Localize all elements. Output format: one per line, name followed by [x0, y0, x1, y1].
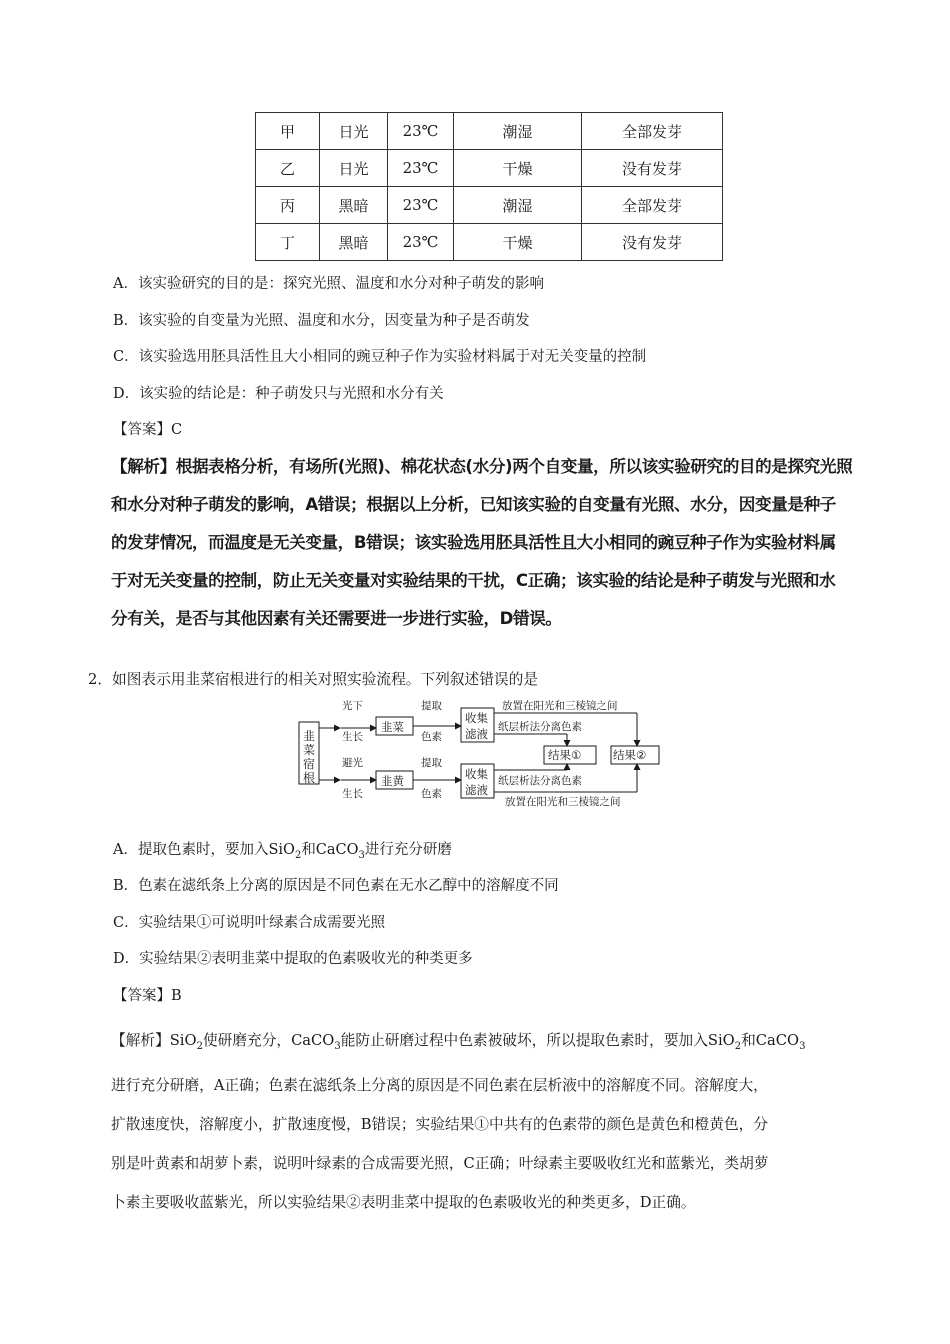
table-row — [256, 187, 723, 224]
analysis-line: 分有关，是否与其他因素有关还需要进一步进行实验，D错误。 — [111, 609, 562, 628]
q2-option-c: C．实验结果①可说明叶绿素合成需要光照 — [113, 915, 386, 931]
result1-label: 结果① — [548, 748, 582, 762]
table-cell: 丁 — [256, 224, 320, 261]
option-text: 和CaCO — [301, 842, 359, 858]
experiment-table — [255, 112, 723, 261]
table-cell: 乙 — [256, 150, 320, 187]
q2-option-d: D．实验结果②表明韭菜中提取的色素吸收光的种类更多 — [113, 951, 473, 967]
top-extract-1: 提取 — [421, 700, 442, 712]
table-cell: 潮湿 — [454, 187, 582, 224]
analysis-text: 能防止研磨过程中色素被破坏，所以提取色素时，要加入SiO — [340, 1032, 735, 1049]
result2-label: 结果② — [613, 748, 647, 762]
q2-option-b: B．色素在滤纸条上分离的原因是不同色素在无水乙醇中的溶解度不同 — [113, 878, 559, 894]
root-char: 菜 — [303, 743, 316, 757]
top-upper-label: 放置在阳光和三棱镜之间 — [502, 700, 618, 712]
bottom-extract-1: 提取 — [421, 757, 442, 769]
subscript: 2 — [734, 1040, 742, 1052]
top-collect-2: 滤液 — [465, 727, 488, 741]
q1-option-c: C．该实验选用胚具活性且大小相同的豌豆种子作为实验材料属于对无关变量的控制 — [113, 349, 647, 365]
table-cell: 黑暗 — [320, 187, 388, 224]
table-row — [256, 150, 723, 187]
table-cell: 没有发芽 — [582, 224, 723, 261]
q2-analysis — [111, 1021, 901, 1222]
table-cell: 甲 — [256, 113, 320, 150]
table-cell: 丙 — [256, 187, 320, 224]
q1-option-b: B．该实验的自变量为光照、温度和水分，因变量为种子是否萌发 — [113, 313, 530, 329]
bottom-cond-1: 避光 — [342, 757, 363, 769]
table-cell: 潮湿 — [454, 113, 582, 150]
q2-option-a — [113, 838, 452, 861]
top-extract-2: 色素 — [421, 731, 442, 743]
bottom-separate-label: 纸层析法分离色素 — [498, 775, 582, 787]
bottom-lower-label: 放置在阳光和三棱镜之间 — [505, 796, 621, 808]
analysis-line — [111, 1021, 901, 1066]
root-char: 根 — [303, 771, 316, 785]
analysis-line: 扩散速度快，溶解度小，扩散速度慢，B错误；实验结果①中共有的色素带的颜色是黄色和橙黄色，分 — [111, 1115, 769, 1133]
top-cond-1: 光下 — [342, 700, 363, 712]
table-cell: 没有发芽 — [582, 150, 723, 187]
table-cell: 23℃ — [388, 187, 454, 224]
table-row — [256, 113, 723, 150]
subscript: 3 — [334, 1040, 341, 1052]
subscript: 3 — [358, 849, 365, 861]
analysis-line: 别是叶黄素和胡萝卜素，说明叶绿素的合成需要光照，C正确；叶绿素主要吸收红光和蓝紫光，类胡萝 — [111, 1154, 769, 1172]
table-cell: 23℃ — [388, 224, 454, 261]
top-separate-label: 纸层析法分离色素 — [498, 721, 582, 733]
analysis-line: 进行充分研磨，A正确；色素在滤纸条上分离的原因是不同色素在层析液中的溶解度不同。溶解度大， — [111, 1076, 768, 1094]
analysis-text: 【解析】SiO — [111, 1032, 197, 1049]
table-cell: 全部发芽 — [582, 187, 723, 224]
table-cell: 黑暗 — [320, 224, 388, 261]
analysis-line: 的发芽情况，而温度是无关变量，B错误；该实验选用胚具活性且大小相同的豌豆种子作为实验材料属 — [111, 533, 836, 552]
root-char: 宿 — [303, 757, 316, 771]
subscript: 2 — [196, 1040, 203, 1052]
q1-analysis — [111, 448, 901, 638]
table-cell: 全部发芽 — [582, 113, 723, 150]
top-plant: 韭菜 — [381, 720, 404, 734]
analysis-line: 卜素主要吸收蓝紫光，所以实验结果②表明韭菜中提取的色素吸收光的种类更多，D正确。 — [111, 1193, 696, 1211]
q1-option-a: A．该实验研究的目的是：探究光照、温度和水分对种子萌发的影响 — [113, 276, 544, 292]
analysis-line: 和水分对种子萌发的影响，A错误；根据以上分析，已知该实验的自变量有光照、水分，因变量是种子 — [111, 495, 836, 514]
analysis-line: 【解析】根据表格分析，有场所(光照)、棉花状态(水分)两个自变量，所以该实验研究的目的是探究光照 — [111, 457, 853, 476]
q2-answer: 【答案】B — [113, 988, 182, 1004]
bottom-plant: 韭黄 — [381, 774, 404, 788]
table-cell: 23℃ — [388, 113, 454, 150]
table-cell: 干燥 — [454, 224, 582, 261]
table-cell: 日光 — [320, 113, 388, 150]
q1-option-d: D．该实验的结论是：种子萌发只与光照和水分有关 — [113, 386, 444, 402]
subscript: 3 — [799, 1040, 806, 1052]
table-row — [256, 224, 723, 261]
option-text: 进行充分研磨 — [364, 842, 452, 858]
bottom-extract-2: 色素 — [421, 788, 442, 800]
subscript: 2 — [294, 849, 302, 861]
top-cond-2: 生长 — [342, 731, 363, 743]
analysis-line: 于对无关变量的控制，防止无关变量对实验结果的干扰，C正确；该实验的结论是种子萌发与光照和水 — [111, 571, 836, 590]
table-cell: 23℃ — [388, 150, 454, 187]
flow-diagram — [295, 696, 665, 808]
bottom-collect-2: 滤液 — [465, 783, 488, 797]
bottom-cond-2: 生长 — [342, 788, 363, 800]
root-char: 韭 — [303, 729, 316, 743]
table-cell: 干燥 — [454, 150, 582, 187]
top-collect-1: 收集 — [465, 711, 488, 725]
bottom-collect-1: 收集 — [465, 767, 488, 781]
analysis-text: 和CaCO — [741, 1032, 800, 1049]
q1-answer: 【答案】C — [113, 422, 183, 438]
q2-stem: 2．如图表示用韭菜宿根进行的相关对照实验流程。下列叙述错误的是 — [88, 671, 538, 688]
table-cell: 日光 — [320, 150, 388, 187]
analysis-text: 使研磨充分，CaCO — [202, 1032, 335, 1049]
option-text: A．提取色素时，要加入SiO — [113, 842, 295, 858]
